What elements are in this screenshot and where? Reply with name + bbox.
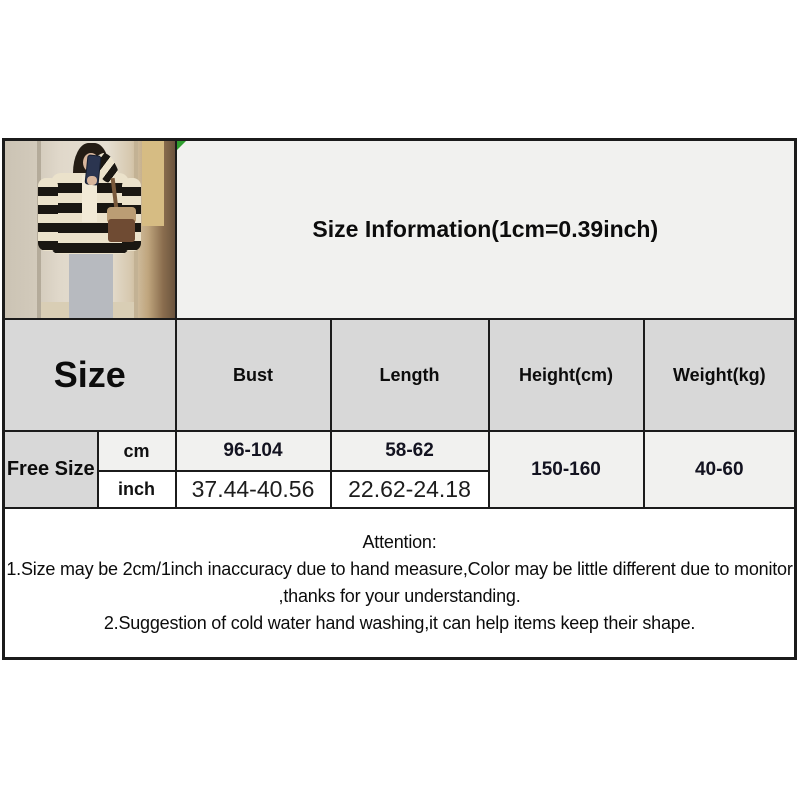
length-inch-value: 22.62-24.18	[331, 471, 489, 508]
photo-shoulder-bag	[108, 219, 135, 242]
row-header-free-size: Free Size	[4, 431, 98, 508]
bust-cm-value: 96-104	[176, 431, 331, 471]
green-corner-marker-icon	[177, 141, 186, 150]
length-cm-value: 58-62	[331, 431, 489, 471]
product-photo-cell	[4, 140, 176, 320]
photo-hand	[87, 176, 96, 185]
column-header-size: Size	[4, 319, 176, 431]
chart-title: Size Information(1cm=0.39inch)	[312, 216, 659, 242]
weight-value: 40-60	[644, 431, 796, 508]
column-header-length: Length	[331, 319, 489, 431]
photo-gray-pants	[69, 247, 113, 318]
bust-inch-value: 37.44-40.56	[176, 471, 331, 508]
height-value: 150-160	[489, 431, 644, 508]
attention-note-1: 1.Size may be 2cm/1inch inaccuracy due to hand measure,Color may be little different due to monitor ,thanks for your understanding.	[6, 559, 793, 606]
size-table	[2, 138, 797, 660]
column-header-weight: Weight(kg)	[644, 319, 796, 431]
unit-label-inch: inch	[98, 471, 176, 508]
attention-note-2: 2.Suggestion of cold water hand washing,it can help items keep their shape.	[103, 613, 696, 633]
attention-heading: Attention:	[362, 532, 437, 552]
column-header-height: Height(cm)	[489, 319, 644, 431]
unit-label-cm: cm	[98, 431, 176, 471]
product-photo	[5, 141, 175, 318]
attention-cell	[4, 508, 796, 659]
title-cell	[176, 140, 796, 320]
column-header-bust: Bust	[176, 319, 331, 431]
photo-wall-light	[142, 141, 164, 226]
photo-sleeve-left	[38, 178, 57, 251]
